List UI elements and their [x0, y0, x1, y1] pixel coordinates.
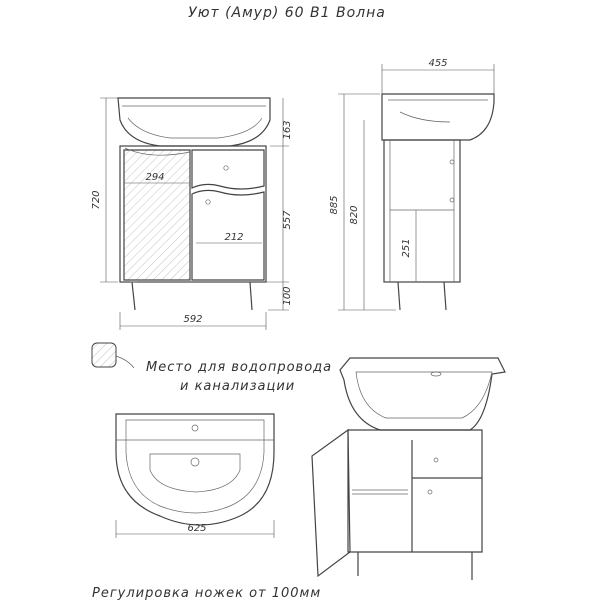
3d-sink [340, 358, 505, 430]
dim-width-top: 625 [187, 523, 207, 534]
plumbing-zone-hatch [124, 150, 190, 280]
dim-cabinet-height-side: 820 [349, 205, 360, 225]
legend [92, 343, 332, 394]
top-view [116, 414, 274, 538]
side-sink-outline [382, 94, 494, 140]
dim-legs-height: 100 [282, 286, 293, 306]
perspective-view [312, 358, 505, 580]
3d-cabinet [348, 430, 482, 552]
dim-cabinet-height: 557 [282, 210, 293, 230]
side-view [329, 58, 494, 310]
plumbing-legend-swatch [92, 343, 116, 367]
legend-line-2: и канализации [180, 379, 296, 394]
legend-line-1: Место для водопровода [146, 360, 333, 375]
dim-total-height-front: 720 [91, 190, 102, 210]
dim-width-front: 592 [183, 314, 203, 325]
page-title: Уют (Амур) 60 В1 Волна [188, 5, 386, 21]
side-cabinet-body [384, 140, 460, 282]
front-sink-outline [118, 98, 270, 146]
top-basin-outline [116, 414, 274, 525]
dim-depth-side: 455 [428, 58, 448, 69]
dim-total-height-side: 885 [329, 195, 340, 215]
front-view [91, 98, 293, 330]
footer-note: Регулировка ножек от 100мм [92, 586, 322, 600]
3d-open-door [312, 430, 350, 576]
dim-door-width: 212 [224, 232, 244, 243]
dim-sink-height: 163 [282, 120, 293, 140]
dim-shelf-height: 251 [401, 238, 412, 258]
dim-drawer-width: 294 [145, 172, 165, 183]
